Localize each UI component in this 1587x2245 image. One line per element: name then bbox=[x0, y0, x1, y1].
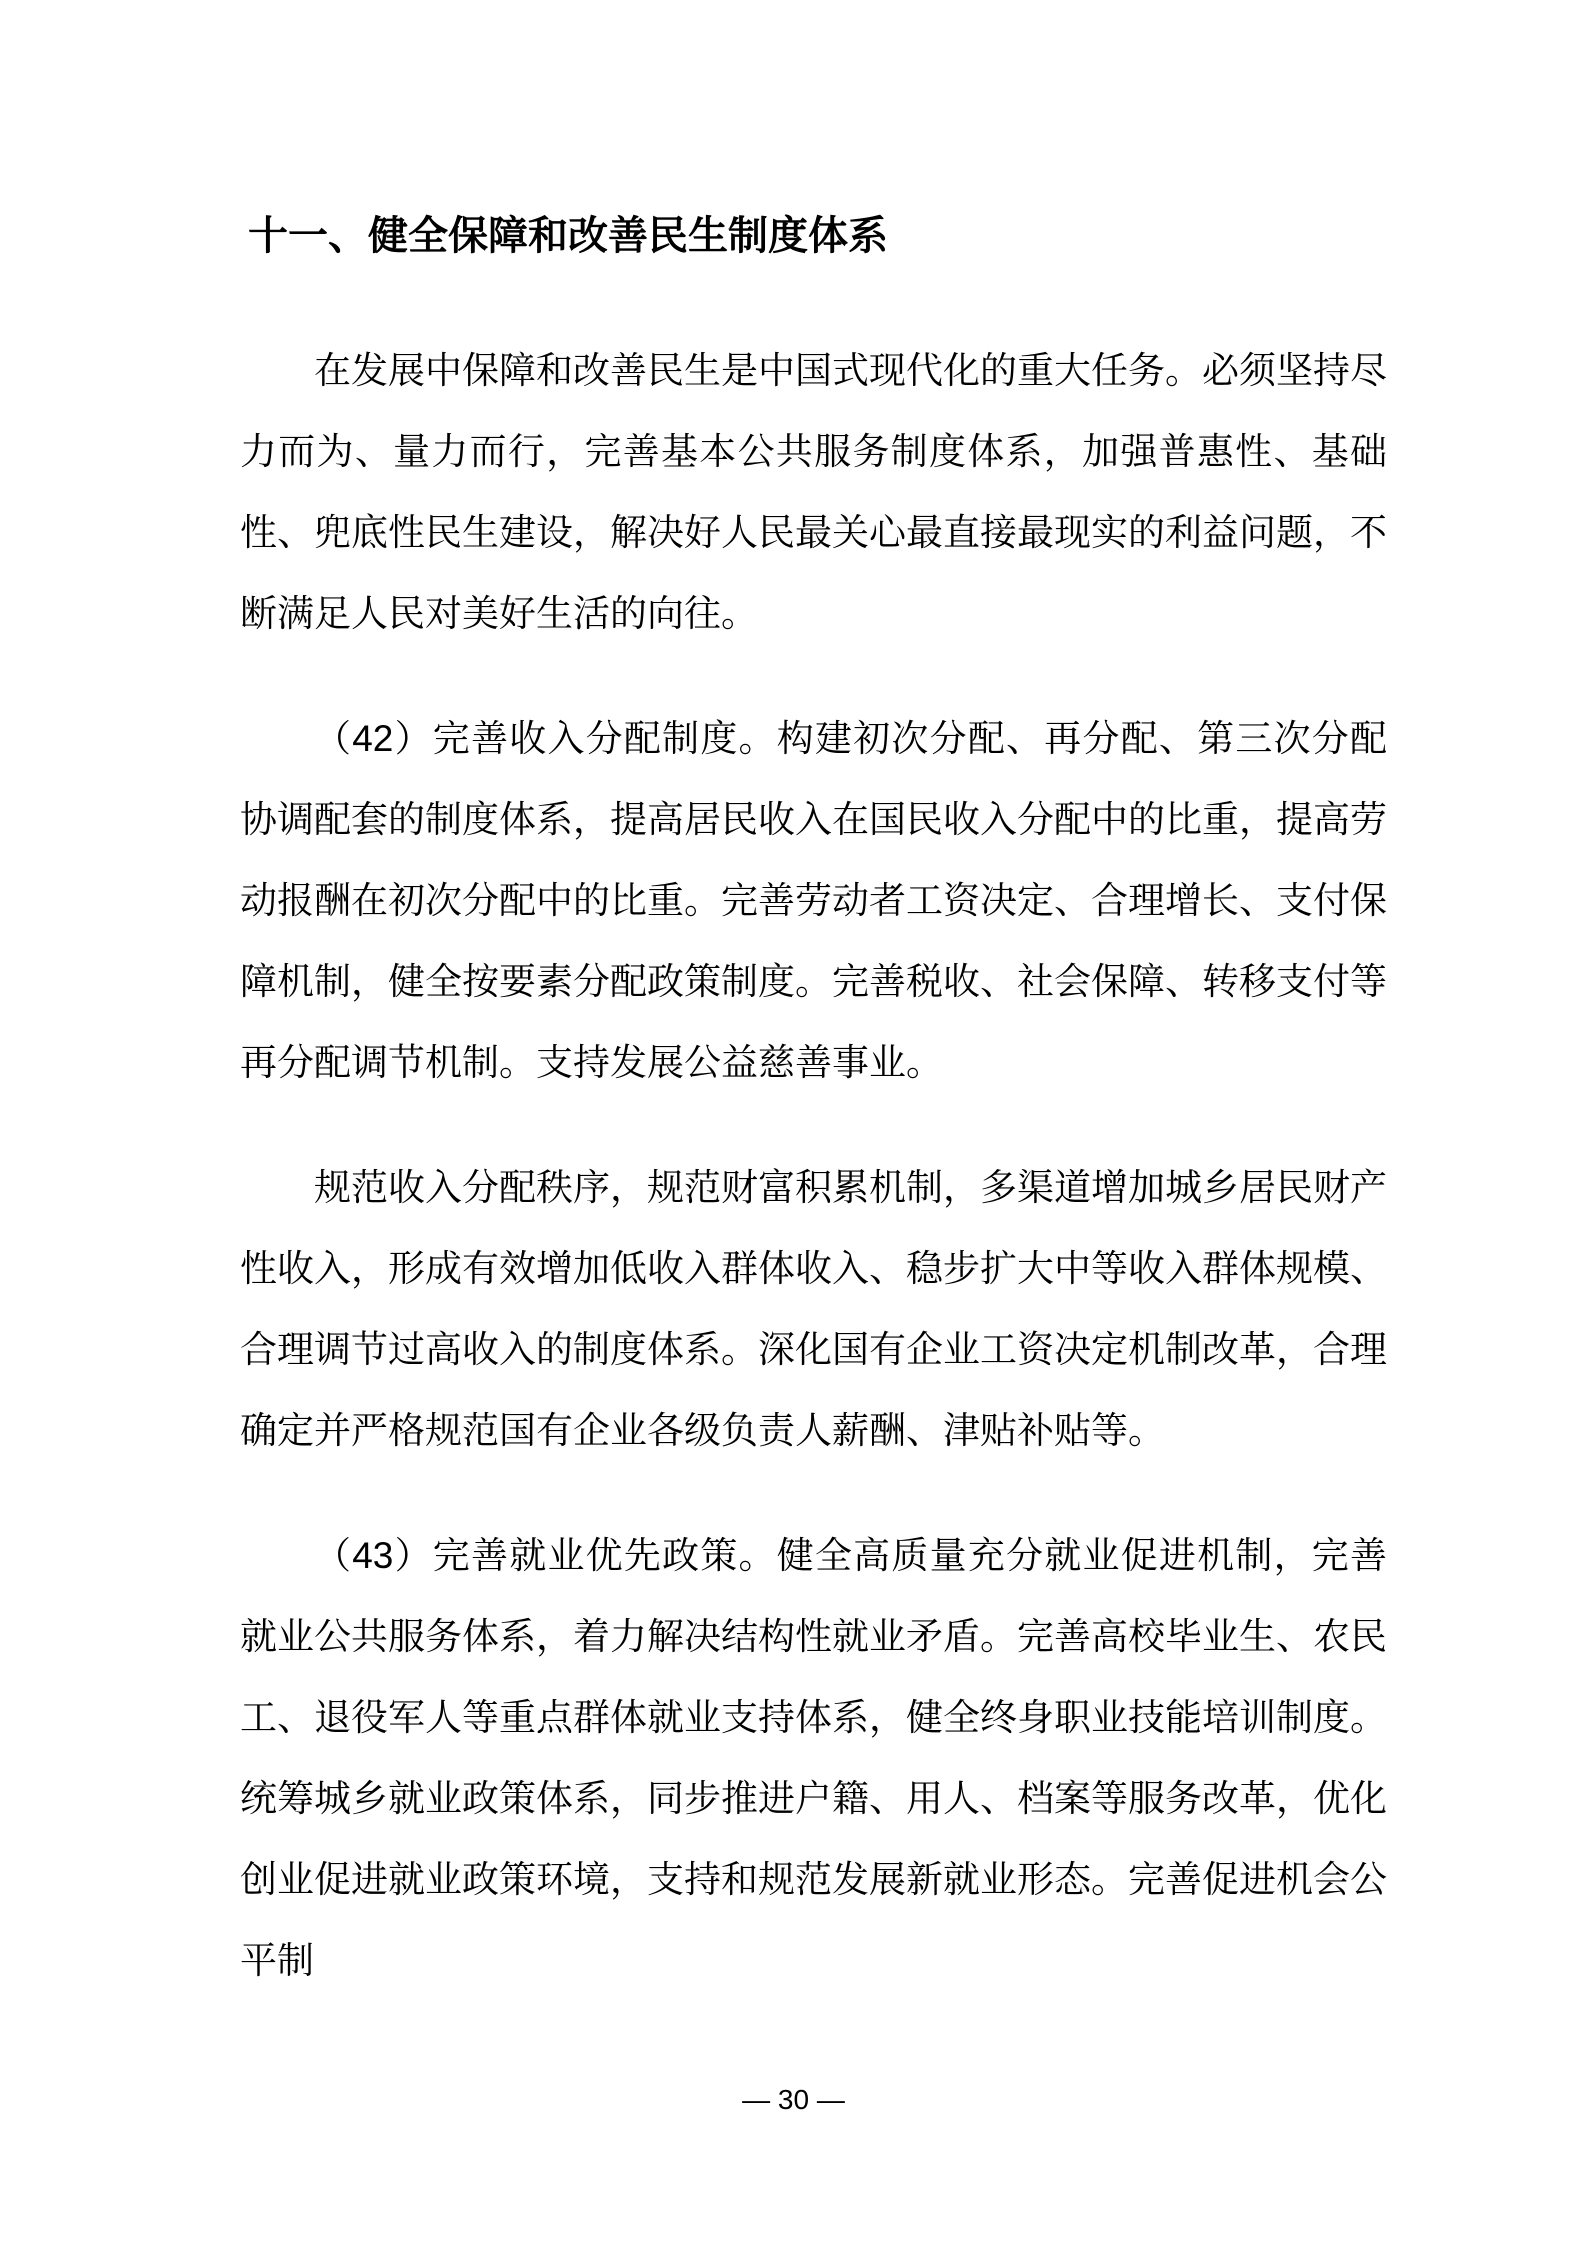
page-number: — 30 — bbox=[742, 2084, 845, 2115]
section-heading: 十一、健全保障和改善民生制度体系 bbox=[248, 214, 888, 258]
paragraph: 规范收入分配秩序，规范财富积累机制，多渠道增加城乡居民财产性收入，形成有效增加低收入群体收入、稳步扩大中等收入群体规模、合理调节过高收入的制度体系。深化国有企业工资决定机制改革，合理确定并严格规范国有企业各级负责人薪酬、津贴补贴等。 bbox=[240, 1167, 1387, 1451]
paragraph: （42）完善收入分配制度。构建初次分配、再分配、第三次分配协调配套的制度体系，提高居民收入在国民收入分配中的比重，提高劳动报酬在初次分配中的比重。完善劳动者工资决定、合理增长、支付保障机制，健全按要素分配政策制度。完善税收、社会保障、转移支付等再分配调节机制。支持发展公益慈善事业。 bbox=[240, 718, 1387, 1083]
paragraph: 在发展中保障和改善民生是中国式现代化的重大任务。必须坚持尽力而为、量力而行，完善基本公共服务制度体系，加强普惠性、基础性、兜底性民生建设，解决好人民最关心最直接最现实的利益问题，不断满足人民对美好生活的向往。 bbox=[240, 350, 1387, 634]
page-content bbox=[240, 212, 1387, 2001]
paragraph: （43）完善就业优先政策。健全高质量充分就业促进机制，完善就业公共服务体系，着力解决结构性就业矛盾。完善高校毕业生、农民工、退役军人等重点群体就业支持体系，健全终身职业技能培训制度。统筹城乡就业政策体系，同步推进户籍、用人、档案等服务改革，优化创业促进就业政策环境，支持和规范发展新就业形态。完善促进机会公平制 bbox=[240, 1535, 1387, 1981]
